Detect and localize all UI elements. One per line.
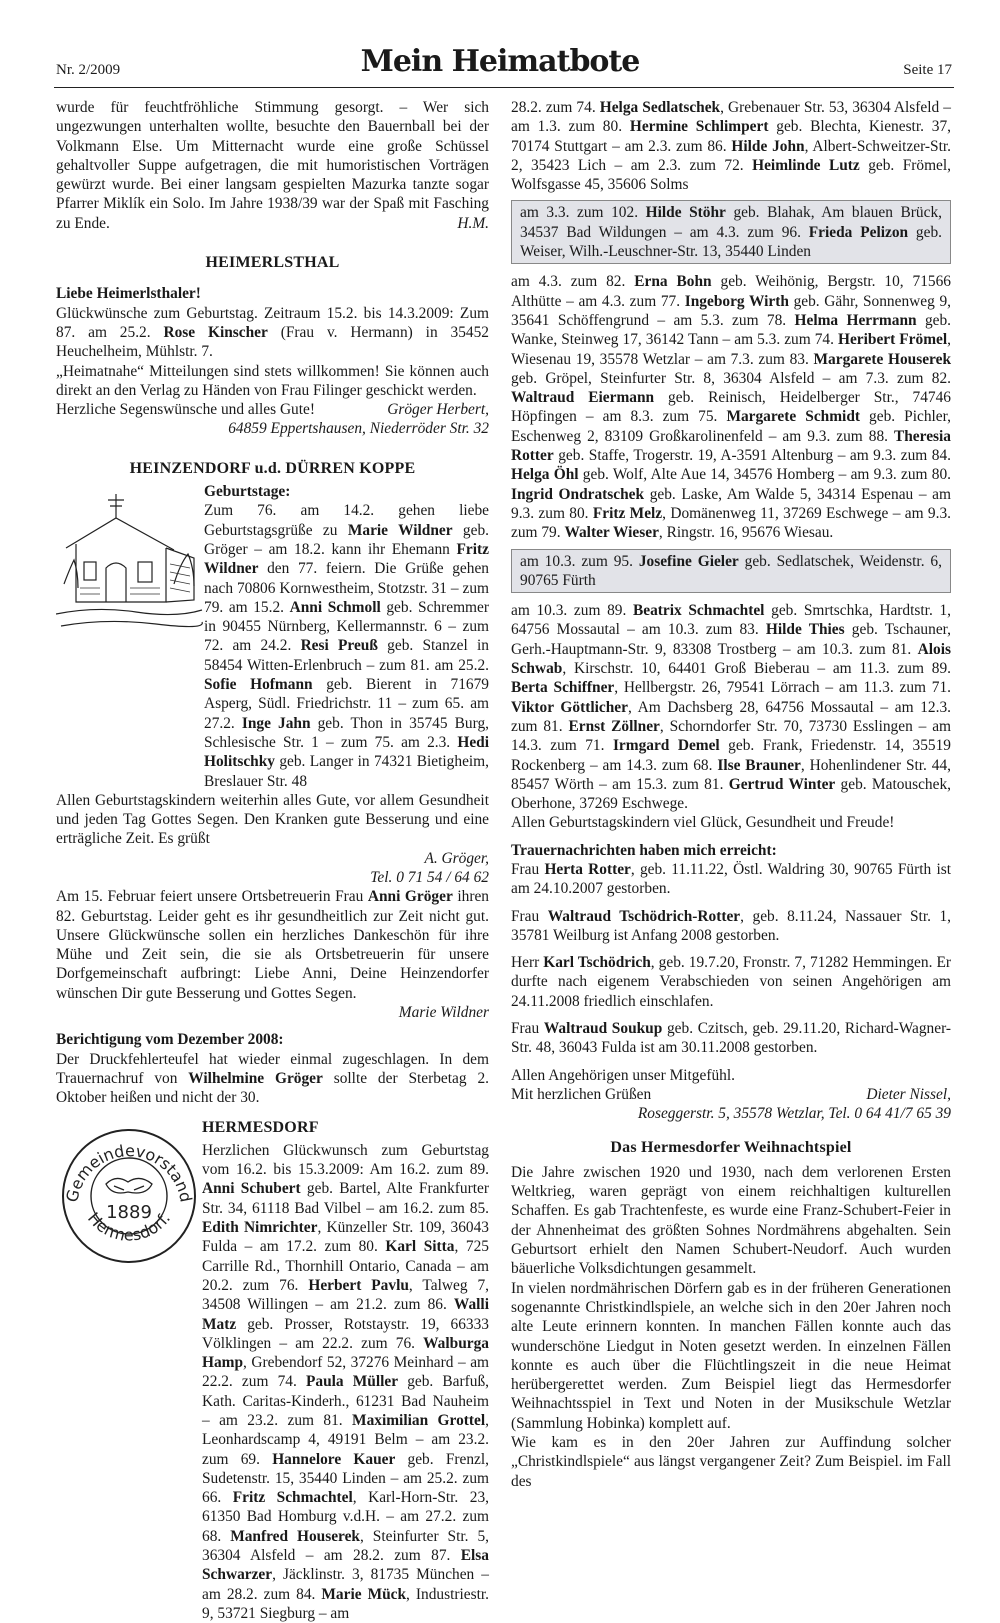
text-run: , Schorndorfer Str. 70, 73730 Esslingen – am 14.3. zum 71. xyxy=(511,717,951,755)
trauer-heading: Trauernachrichten haben mich erreicht: xyxy=(511,841,777,859)
person-name: Alois Schwab xyxy=(511,640,951,678)
berichtigung-text: Der Druckfehlerteufel hat wieder einmal zugeschlagen. In dem Trauernachruf von Wilhelmine Gröger sollte der Sterbetag 2. Oktober heißen und nicht der 30. xyxy=(56,1050,489,1107)
text-run: geb. Frenzl, Sudetenstr. 15, 35440 Linden – am 25.2. zum 66. xyxy=(202,1450,489,1507)
heinzendorf-birthdays-top xyxy=(204,482,489,791)
text-run: , Am Dachsberg 28, 64756 Mossautal – am 12.3. zum 81. xyxy=(511,698,951,735)
hermesdorf-heading: HERMESDORF xyxy=(202,1118,319,1136)
text-run: geb. Laske, Am Walde 5, 34314 Espenau – am 9.3. zum 80. xyxy=(511,485,951,522)
article-paragraph-1: Die Jahre zwischen 1920 und 1930, nach dem verlorenen Ersten Weltkrieg, waren geprägt von einem reichhaltigen kulturellen Schaffen. Es gab Trachtenfeste, es wurde eine Franz-Schubert-Feier in der Ahnenheimat des größten Sohnes Nordmährens abgehalten. Sein Geburtsort erhielt den Namen Schubert-Neudorf. Auch wurden bäuerliche Volksdichtungen gesammelt. xyxy=(511,1163,951,1278)
heinzendorf-heading: HEINZENDORF u.d. DÜRREN KOPPE xyxy=(129,459,416,477)
text-run: geb. Smrtschka, Hardtstr. 1, 64756 Mossautal – am 10.3. zum 83. xyxy=(511,602,951,639)
heimerlsthal-signature: Gröger Herbert, xyxy=(387,401,489,419)
text-run: am 3.3. zum 102. xyxy=(520,204,646,222)
text-run: geb. Langer in 74321 Bietigheim, Breslauer Str. 48 xyxy=(204,753,489,790)
text-run: geb. Thon in 35745 Burg, Schlesische Str. 1 – zum 75. am 2.3. xyxy=(204,714,489,751)
hermesdorf-birthdays-cont xyxy=(511,98,951,194)
person-name: Hilde Thies xyxy=(765,621,845,639)
text-run: Frau xyxy=(511,860,545,878)
person-name: Sofie Hofmann xyxy=(204,676,313,694)
issue-number: Nr. 2/2009 xyxy=(56,62,121,78)
hermesdorf-block xyxy=(56,1118,489,1623)
text-run: geb. Bartel, Alte Frankfurter Str. 34, 61118 Bad Vilbel – am 16.2. zum 85. xyxy=(202,1180,489,1217)
person-name: Elsa Schwarzer xyxy=(202,1547,489,1584)
text-run: am 10.3. zum 95. xyxy=(520,552,639,570)
text-run: geb. Stanzel in 58454 Witten-Erlenbruch – zum 81. am 25.2. xyxy=(204,637,489,674)
person-name: Heimlinde Lutz xyxy=(752,156,860,174)
text-run: , Hellbergstr. 26, 79541 Lörrach – am 11.3. zum 71. xyxy=(614,679,952,697)
text-run: , Wiesenau 19, 35578 Wetzlar – am 7.3. zum 83. xyxy=(511,331,951,368)
text-run: geb. Bierent in 71679 Asperg, Südl. Friedrichstr. 11 – zum 65. am 27.2. xyxy=(204,676,489,732)
marie-wildner-signature: Marie Wildner xyxy=(398,1004,489,1022)
heimerlsthal-notice: „Heimatnahe“ Mitteilungen sind stets willkommen! Sie können auch direkt an den Verlag zu Händen von Frau Filinger geschickt werden. xyxy=(56,362,489,399)
person-name: Frieda Pelizon xyxy=(808,223,909,241)
article-heading: Das Hermesdorfer Weihnachtspiel xyxy=(610,1138,852,1156)
person-name: Anni Gröger xyxy=(367,888,453,906)
text-run: , Steinfurter Str. 5, 36304 Alsfeld – am 28.2. zum 87. xyxy=(202,1527,489,1565)
article-paragraph-3: Wie kam es in den 20er Jahren zur Auffindung solcher „Christkindlspiele“ aus längst vergangener Zeit? Zum Beispiel. im Fall des xyxy=(511,1434,951,1490)
text-run: geb. Sedlatschek, Weidenstr. 6, 90765 Fürth xyxy=(520,552,942,589)
text-run: Frau xyxy=(511,1020,544,1038)
text-run: am 10.3. zum 89. xyxy=(511,602,633,620)
text-run: geb. Tschauner, Gerh.-Hauptmann-Str. 9, 83308 Trostberg – am 10.3. zum 81. xyxy=(511,621,952,658)
text-run: den 77. feiern. Die Grüße gehen nach 70806 Kornwestheim, Stotzstr. 31 – zum 79. am 15.2. xyxy=(204,560,489,616)
text-run: , Jäcklinstr. 3, 81735 München – am 28.2. zum 84. xyxy=(202,1566,489,1603)
heinzendorf-block xyxy=(56,482,489,791)
page-header xyxy=(0,0,1000,96)
person-name: Fritz Melz xyxy=(592,504,663,522)
person-name: Ernst Zöllner xyxy=(568,717,660,735)
person-name: Fritz Schmachtel xyxy=(232,1489,353,1507)
text-run: , geb. 11.11.22, Östl. Waldring 30, 90765 Fürth ist am 24.10.2007 gestorben. xyxy=(511,860,951,898)
text-run: , Industriestr. 9, 53721 Siegburg – am xyxy=(202,1585,490,1622)
text-run: geb. Blahak, Am blauen Brück, 34537 Bad Wildungen – am 4.3. zum 96. xyxy=(520,204,942,241)
person-name: Manfred Houserek xyxy=(230,1527,360,1545)
stamp-year: 1889 xyxy=(106,1201,152,1223)
heimerlsthal-greeting: Liebe Heimerlsthaler! xyxy=(56,285,201,303)
person-name: Beatrix Schmachtel xyxy=(632,602,765,620)
left-column xyxy=(56,98,489,1623)
text-run: Zum 76. am 14.2. gehen liebe Geburtstagsgrüße zu xyxy=(204,502,489,539)
person-name: Rose Kinscher xyxy=(163,323,268,341)
hermesdorf-birthdays-march xyxy=(511,272,951,542)
intro-signature: H.M. xyxy=(457,214,489,232)
obituary-entry xyxy=(511,860,951,899)
birthday-wishes: Allen Geburtstagskindern viel Glück, Gesundheit und Freude! xyxy=(511,814,895,832)
masthead-logo: Mein Heimatbote xyxy=(360,44,640,79)
text-run: , geb. 19.7.20, Fronstr. 7, 71282 Hemmingen. Er durfte nach eigenem Verabschieden von seinen Angehörigen am 24.11.2008 friedlich einschlafen. xyxy=(511,954,952,1010)
berichtigung-heading: Berichtigung vom Dezember 2008: xyxy=(56,1031,284,1049)
text-run: , Ringstr. 16, 95676 Wiesau. xyxy=(658,524,834,542)
person-name: Waltraud Eiermann xyxy=(511,389,655,407)
person-name: Waltraud Soukup xyxy=(543,1020,663,1038)
person-name: Resi Preuß xyxy=(300,637,378,655)
hermesdorf-birthdays-mid-march xyxy=(511,601,951,813)
text-run: geb. Wanke, Steinweg 17, 36142 Tann – am 5.3. zum 74. xyxy=(511,311,952,349)
person-name: Walburga Hamp xyxy=(202,1334,489,1372)
heinzendorf-signature: A. Gröger, xyxy=(424,849,489,867)
text-run: geb. Frömel, Wolfsgasse 45, 35606 Solms xyxy=(511,156,952,194)
person-name: Paula Müller xyxy=(305,1373,399,1391)
highlight-box-birthdays-102 xyxy=(511,200,951,264)
stamp-seal xyxy=(56,1120,202,1266)
person-name: Walli Matz xyxy=(202,1296,489,1333)
text-run: geb. Matouschek, Oberhone, 37269 Eschwege. xyxy=(511,775,952,813)
text-run: , Domänenweg 11, 37269 Eschwege – am 9.3. zum 79. xyxy=(511,504,951,542)
person-name: Wilhelmine Gröger xyxy=(188,1069,323,1087)
right-column xyxy=(511,98,951,1491)
text-run: Herzlichen Glückwunsch zum Geburtstag vom 16.2. bis 15.3.2009: Am 16.2. zum 89. xyxy=(202,1141,489,1179)
person-name: Erna Bohn xyxy=(634,273,712,291)
intro-text: wurde für feuchtfröhliche Stimmung gesorgt. – Wer sich ungezwungen unterhalten wollte, besuchte den Bauernball bei der Volkmann Else. Um Mitternacht wurde eine große Schüssel gehaltvoller Suppe aufgetragen, die mit humoristischen Vorträgen gewürzt wurde. Bei einer langsam gespielten Mazurka tanzte sogar Pfarrer Miklík ein Solo. Im Jahre 1938/39 war der Spaß mit Fasching zu Ende. xyxy=(56,99,489,232)
person-name: Walter Wieser xyxy=(564,524,659,542)
person-name: Fritz Wildner xyxy=(204,540,489,578)
person-name: Marie Mück xyxy=(321,1585,407,1603)
text-run: geb. Prosser, Rotstaystr. 19, 66333 Völklingen – am 22.2. zum 76. xyxy=(202,1315,489,1352)
church-illustration xyxy=(56,484,204,636)
text-run: geb. Weihönig, Bergstr. 10, 71566 Althütte – am 4.3. zum 77. xyxy=(511,273,951,310)
heinzendorf-phone: Tel. 0 71 54 / 64 62 xyxy=(370,868,489,886)
text-run: 28.2. zum 74. xyxy=(511,99,600,116)
person-name: Margarete Schmidt xyxy=(726,408,860,426)
article-paragraph-2: In vielen nordmährischen Dörfern gab es in der früheren Generationen sogenannte Christkindlspiele, an welche sich in den 20er Jahren noch alte Leute erinnern konnten. In manchen Fällen konnte auch das wunderschöne Liedgut in Noten gesetzt werden. In einzelnen Fällen konnte es auch über die Flüchtlingszeit in die neue Heimat herübergerettet werden. Zum Beispiel liegt das Hermesdorfer Weihnachtsspiel in Text und Noten in der Musikschule Wetzlar (Sammlung Hobinka) komplett auf. xyxy=(511,1279,951,1432)
text-run: , Grebendorf 52, 37276 Meinhard – am 22.2. zum 74. xyxy=(202,1354,489,1391)
geburtstage-label: Geburtstage: xyxy=(204,483,291,501)
text-run: , 725 Carrille Rd., Thornhill Ontario, Canada – am 20.2. zum 76. xyxy=(202,1238,489,1294)
text-run: , Künzeller Str. 109, 36043 Fulda – am 17.2. zum 80. xyxy=(202,1219,489,1256)
person-name: Ingeborg Wirth xyxy=(684,292,789,310)
person-name: Hilde John xyxy=(731,137,805,155)
text-run: geb. Czitsch, geb. 29.11.20, Richard-Wagner-Str. 48, 36043 Fulda ist am 30.11.2008 gestorben. xyxy=(511,1020,952,1057)
condolence-text: Allen Angehörigen unser Mitgefühl. xyxy=(511,1066,735,1084)
text-run: geb. Reinisch, Heidelberger Str., 74746 Höpfingen – am 8.3. zum 75. xyxy=(511,389,951,426)
person-name: Inge Jahn xyxy=(241,714,311,732)
person-name: Hilde Stöhr xyxy=(645,204,726,222)
text-run: geb. Staffe, Trogerstr. 19, A-3591 Altenburg – am 9.3. zum 84. xyxy=(553,447,951,465)
heinzendorf-birthdays xyxy=(204,501,489,790)
person-name: Anni Schmoll xyxy=(289,598,381,616)
text-run: , Albert-Schweitzer-Str. 2, 35423 Lich – am 2.3. zum 72. xyxy=(511,137,952,174)
header-rule xyxy=(54,87,954,88)
stamp-bottom-text: Hermesdorf. xyxy=(83,1208,174,1245)
person-name: Helga Sedlatschek xyxy=(599,99,721,116)
obituary-entry xyxy=(511,953,951,1011)
page-number: Seite 17 xyxy=(903,62,952,78)
person-name: Hedi Holitschky xyxy=(204,733,489,771)
person-name: Karl Sitta xyxy=(385,1238,455,1256)
person-name: Hermine Schlimpert xyxy=(629,118,769,136)
hermesdorf-birthdays-top xyxy=(202,1118,489,1623)
person-name: Waltraud Tschödrich-Rotter xyxy=(547,907,741,925)
text-run: Herr xyxy=(511,954,544,972)
person-name: Viktor Göttlicher xyxy=(511,698,628,716)
nissel-address: Roseggerstr. 5, 35578 Wetzlar, Tel. 0 64 41/7 65 39 xyxy=(637,1105,951,1123)
gemeindevorstand-stamp xyxy=(56,1120,202,1266)
text-run: , Talweg 7, 34508 Willingen – am 21.2. zum 86. xyxy=(202,1276,489,1314)
person-name: Berta Schiffner xyxy=(511,679,615,697)
intro-paragraph xyxy=(56,98,489,233)
person-name: Helga Öhl xyxy=(511,466,579,484)
person-name: Ilse Brauner xyxy=(717,756,801,774)
text-run: geb. Barfuß, Kath. Caritas-Kinderh., 61231 Bad Nauheim – am 23.2. zum 81. xyxy=(202,1373,489,1429)
text-run: , Grebenauer Str. 53, 36304 Alsfeld – am 1.3. zum 80. xyxy=(511,99,951,136)
text-run: geb. Pichler, Eschenweg 2, 83109 Großkarolinenfeld – am 9.3. zum 88. xyxy=(511,408,951,445)
person-name: Marie Wildner xyxy=(347,521,453,539)
stamp-top-text: Gemeindevorstand xyxy=(62,1140,196,1204)
obituary-list xyxy=(511,860,951,1058)
text-run: , Hohenlindener Str. 44, 85457 Wörth – am 15.3. zum 81. xyxy=(511,756,952,793)
person-name: Karl Tschödrich xyxy=(543,954,651,972)
heinzendorf-wishes: Allen Geburtstagskindern weiterhin alles Gute, vor allem Gesundheit und jeden Tag Gottes Segen. Den Kranken gute Besserung und eine erträgliche Zeit. Es grüßt xyxy=(56,791,489,848)
church-drawing xyxy=(56,484,204,636)
person-name: Maximilian Grottel xyxy=(352,1412,486,1429)
person-name: Helma Herrmann xyxy=(794,311,917,329)
person-name: Heribert Frömel xyxy=(838,331,948,349)
person-name: Theresia Rotter xyxy=(511,427,951,465)
text-run: Frau xyxy=(511,907,548,925)
obituary-entry xyxy=(511,1019,951,1058)
text-run: , Leonhardscamp 4, 49191 Belm – am 23.2. zum 69. xyxy=(202,1412,489,1468)
text-run: geb. Gröger – am 18.2. kann ihr Ehemann xyxy=(204,521,489,558)
text-run: geb. Weiser, Wilh.-Leuschner-Str. 13, 35440 Linden xyxy=(520,223,942,261)
obituary-entry xyxy=(511,907,951,946)
nissel-signature: Dieter Nissel, xyxy=(866,1085,951,1103)
person-name: Gertrud Winter xyxy=(728,775,836,793)
person-name: Edith Nimrichter xyxy=(202,1219,318,1237)
hermesdorf-birthdays xyxy=(202,1141,489,1623)
text-run: , Kirschstr. 10, 64401 Groß Bieberau – am 11.3. zum 89. xyxy=(562,660,951,678)
text-run: geb. Gröpel, Steinfurter Str. 8, 36304 Alsfeld – am 7.3. zum 82. xyxy=(511,369,951,387)
regards-line: Mit herzlichen Grüßen Dieter Nissel, xyxy=(511,1085,951,1103)
person-name: Anni Schubert xyxy=(202,1180,301,1198)
person-name: Herta Rotter xyxy=(544,860,631,878)
text-run: geb. Schremmer in 90455 Nürnberg, Kellermannstr. 6 – zum 72. am 24.2. xyxy=(204,598,489,655)
person-name: Hannelore Kauer xyxy=(272,1450,396,1468)
text-run: am 4.3. zum 82. xyxy=(511,273,635,291)
anni-groeger-notice: Am 15. Februar feiert unsere Ortsbetreuerin Frau Anni Gröger ihren 82. Geburtstag. Leider geht es ihr gesundheitlich zur Zeit nicht gut. Unsere Glückwünsche sollen ein herzliches Dankeschön für ihre Mühe und Zeit sein, die sie als Ortsbetreuerin für unsere Dorfgemeinschaft aufbringt: Liebe Anni, Deine Heinzendorfer wünschen Dir gute Besserung und Gottes Segen. xyxy=(56,888,489,1002)
heimerlsthal-address: 64859 Eppertshausen, Niederröder Str. 32 xyxy=(228,420,489,438)
person-name: Herbert Pavlu xyxy=(308,1276,409,1294)
person-name: Irmgard Demel xyxy=(612,737,720,755)
text-run: geb. Wolf, Alte Aue 14, 34576 Homberg – am 9.3. zum 80. xyxy=(578,466,952,484)
text-run: geb. Frank, Friedenstr. 14, 35519 Rockenberg – am 14.3. zum 68. xyxy=(511,737,951,774)
text-run: geb. Blechta, Kienestr. 37, 70174 Stuttgart – am 2.3. zum 86. xyxy=(511,118,951,155)
person-name: Josefine Gieler xyxy=(638,552,739,570)
text-run: , Karl-Horn-Str. 23, 61350 Bad Homburg v.d.H. – am 27.2. zum 68. xyxy=(202,1489,489,1545)
highlight-box-birthday-95 xyxy=(511,549,951,594)
text-run: , geb. 8.11.24, Nassauer Str. 1, 35781 Weilburg ist Anfang 2008 gestorben. xyxy=(511,907,952,944)
heimerlsthal-wishes: Herzliche Segenswünsche und alles Gute! Gröger Herbert, xyxy=(56,401,489,419)
person-name: Ingrid Ondratschek xyxy=(511,485,645,503)
person-name: Margarete Houserek xyxy=(813,350,951,368)
heimerlsthal-birthday: Glückwünsche zum Geburtstag. Zeitraum 15.2. bis 14.3.2009: Zum 87. am 25.2. Rose Kinscher (Frau v. Hermann) in 35452 Heuchelheim, Mühlstr. 7. xyxy=(56,304,489,361)
text-run: geb. Gähr, Sonnenweg 9, 35641 Schöffengrund – am 5.3. zum 78. xyxy=(511,292,951,329)
heimerlsthal-heading: HEIMERLSTHAL xyxy=(205,254,340,272)
